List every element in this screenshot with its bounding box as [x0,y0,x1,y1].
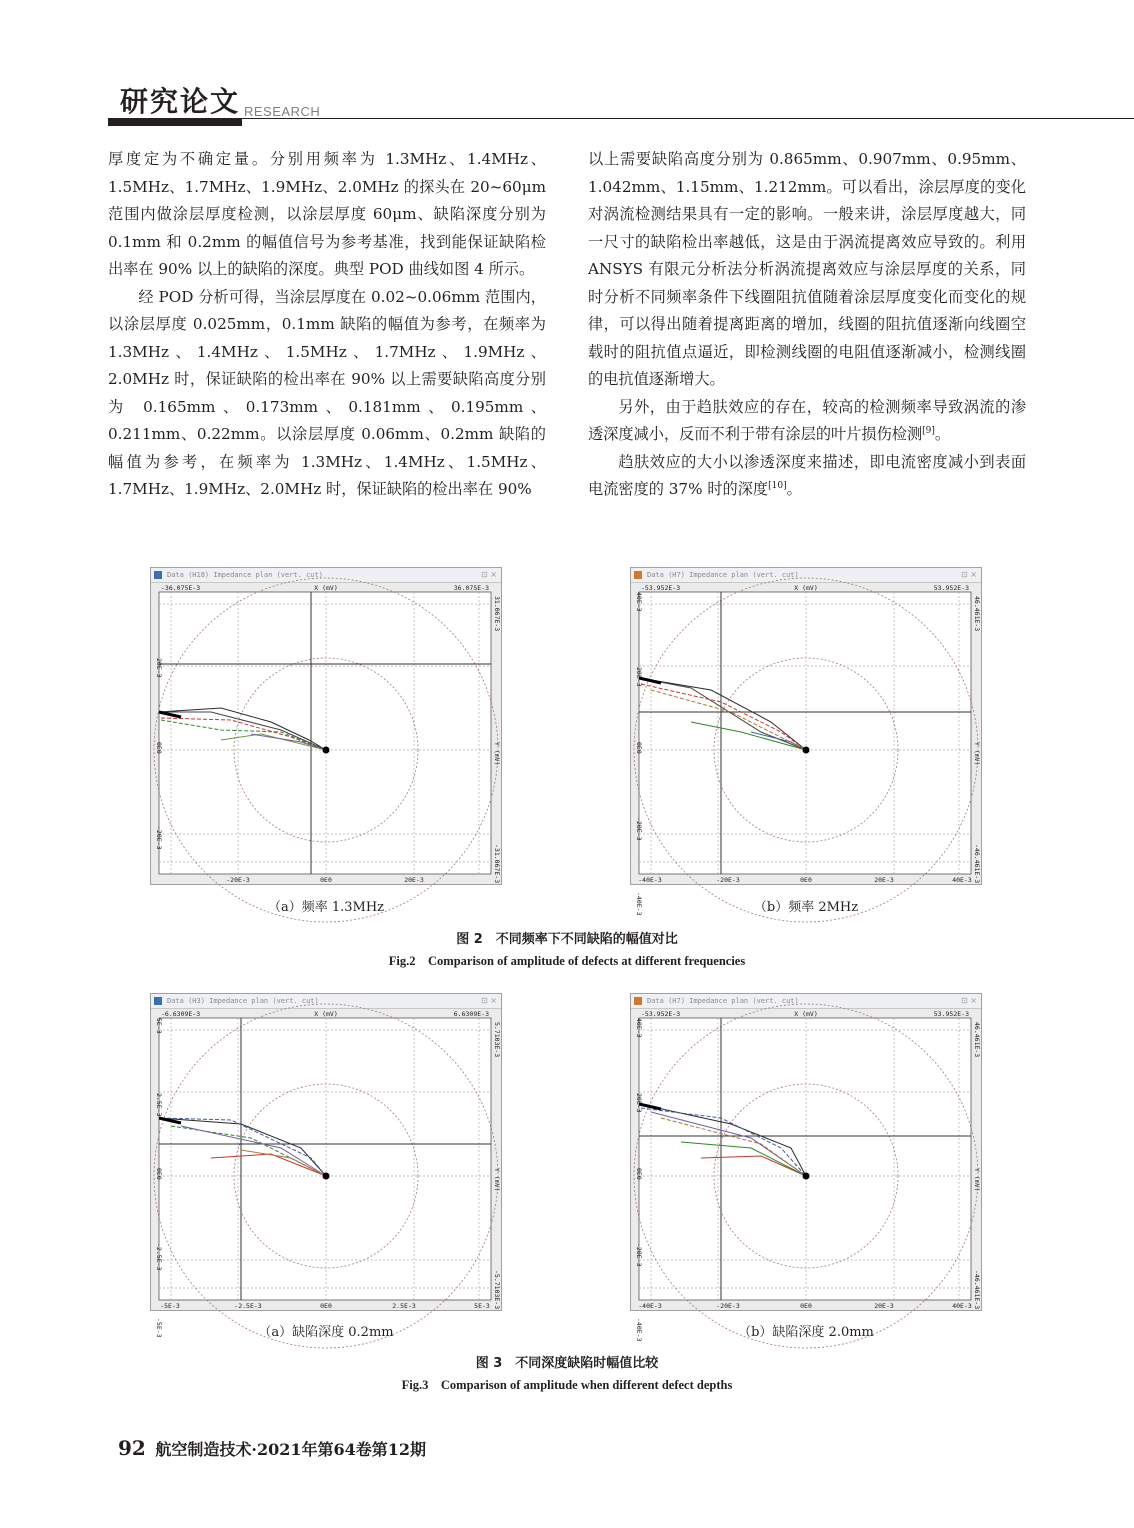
y-range-max: 46.461E-3 [973,1022,981,1058]
figure-title-en: Fig.2 Comparison of amplitude of defects at different frequencies [388,954,746,968]
y-tick-label: 20E-3 [635,1093,643,1113]
x-tick-label: 40E-3 [952,876,972,884]
x-axis-label: X (mV) [314,1010,338,1018]
paragraph-end: 。 [934,425,951,443]
x-tick-label: 40E-3 [952,1302,972,1310]
y-range-min: -46.461E-3 [973,844,981,884]
plot-window-titlebar[interactable] [631,568,981,583]
origin-marker [803,747,810,754]
plot-area [639,1018,971,1300]
y-axis-label: Y (mV) [493,742,501,766]
impedance-plot [150,567,502,885]
x-axis-label: X (mV) [794,584,818,592]
y-tick-label: 40E-3 [635,1018,643,1038]
y-tick-label: 2.5E-3 [155,1093,163,1117]
figure-title-en: Fig.3 Comparison of amplitude when different defect depths [401,1378,733,1392]
y-range-min: -46.461E-3 [973,1270,981,1310]
paragraph [588,449,1026,504]
y-tick-label: 0E0 [155,742,163,754]
x-tick-label: -20E-3 [716,1302,740,1310]
y-range-max: 31.067E-3 [493,596,501,632]
y-tick-label: 40E-3 [635,592,643,612]
y-tick-label: -5E-3 [155,1318,163,1338]
x-range-max: 53.952E-3 [933,1010,969,1018]
y-tick-label: 0E0 [635,1168,643,1180]
x-tick-label: 2.5E-3 [392,1302,416,1310]
page-footer [118,1436,426,1460]
x-range-max: 6.6309E-3 [453,1010,489,1018]
y-tick-label: 5E-3 [155,1018,163,1034]
subfigure-caption: （a）频率 1.3MHz [267,900,385,915]
impedance-plane-chart [151,582,501,884]
paragraph: 以上需要缺陷高度分别为 0.865mm、0.907mm、0.95mm、1.042mm、1.15mm、1.212mm。可以看出，涂层厚度的变化对涡流检测结果具有一定的影响。一般来讲，涂层厚度越大，同一尺寸的缺陷检出率越低，这是由于涡流提离效应导致的。利用 ANSYS 有限元分析法分析涡流提离效应与涂层厚度的关系，同时分析不同频率条件下线圈阻抗值随着涂层厚度变化而变化的规律，可以得出随着提离距离的增加，线圈的阻抗值逐渐向线圈空载时的阻抗值点逼近，即检测线圈的电阻值逐渐减小，检测线圈的电抗值逐渐增大。 [588,150,1026,388]
section-en: RESEARCH [244,104,321,119]
close-icon[interactable]: ⊡ × [481,996,497,1005]
paragraph-end: 。 [786,480,802,498]
y-range-max: 46.461E-3 [973,596,981,632]
x-tick-label: 20E-3 [404,876,424,884]
reference-link[interactable]: [10] [768,480,787,491]
plot-window-titlebar[interactable] [151,994,501,1009]
y-tick-label: -40E-3 [635,892,643,916]
y-tick-label: 20E-3 [155,658,163,678]
plot-area [159,1018,491,1300]
y-tick-label: -2.5E-3 [155,1243,163,1271]
journal-info: 航空制造技术·2021年第64卷第12期 [155,1440,427,1459]
paragraph: 厚度定为不确定量。分别用频率为 1.3MHz、1.4MHz、1.5MHz、1.7MHz、1.9MHz、2.0MHz 的探头在 20~60μm 范围内做涂层厚度检测，以涂层厚度 60μm、缺陷深度分别为 0.1mm 和 0.2mm 的幅值信号为参考基准，找到能保证缺陷检出率在 90% 以上的缺陷的深度。典型 POD 曲线如图 4 所示。 [108,150,546,278]
x-range-max: 53.952E-3 [933,584,969,592]
subfigure-caption: （b）缺陷深度 2.0mm [738,1325,874,1340]
header-rule [242,118,1134,119]
x-tick-label: -20E-3 [226,876,250,884]
origin-marker [323,747,330,754]
x-axis-label: X (mV) [314,584,338,592]
close-icon[interactable]: ⊡ × [961,570,977,579]
origin-marker [323,1173,330,1180]
paragraph [588,394,1026,449]
plot-window-title: Data (H7) Impedance plan (vert. cut) [647,997,799,1005]
plot-window-title: Data (H18) Impedance plan (vert. cut) [167,571,323,579]
x-tick-label: 0E0 [800,1302,812,1310]
x-tick-label: -40E-3 [638,1302,662,1310]
x-tick-label: 20E-3 [874,876,894,884]
plot-area [159,592,491,874]
y-tick-label: 0E0 [635,742,643,754]
plot-window-titlebar[interactable] [631,994,981,1009]
x-tick-label: -5E-3 [160,1302,180,1310]
y-tick-label: -20E-3 [635,1243,643,1267]
y-range-max: 5.7103E-3 [493,1022,501,1058]
x-tick-label: 5E-3 [474,1302,490,1310]
plot-area [639,592,971,874]
y-axis-label: Y (mV) [973,1168,981,1192]
y-tick-label: -20E-3 [155,826,163,850]
x-axis-label: X (mV) [794,1010,818,1018]
plot-window-title: Data (H3) Impedance plan (vert. cut) [167,997,319,1005]
subfigure-caption: （a）缺陷深度 0.2mm [258,1325,394,1340]
section-title: 研究论文 [120,85,241,118]
y-axis-label: Y (mV) [973,742,981,766]
paragraph: 经 POD 分析可得，当涂层厚度在 0.02~0.06mm 范围内，以涂层厚度 0.025mm，0.1mm 缺陷的幅值为参考，在频率为 1.3MHz、1.4MHz、1.5MHz、1.7MHz、1.9MHz、2.0MHz 时，保证缺陷的检出率在 90% 以上需要缺陷高度分别为 0.165mm、0.173mm、0.181mm、0.195mm、0.211mm、0.22mm。以涂层厚度 0.06mm、0.2mm 缺陷的幅值为参考，在频率为 1.3MHz、1.4MHz、1.5MHz、1.7MHz、1.9MHz、2.0MHz 时，保证缺陷的检出率在 90% [108,287,546,498]
x-tick-label: 0E0 [320,1302,332,1310]
x-range-min: -36.075E-3 [161,584,201,592]
figure-title-cn: 图 3 不同深度缺陷时幅值比较 [475,1356,659,1371]
figure-title-cn: 图 2 不同频率下不同缺陷的幅值对比 [456,932,678,947]
y-tick-label: 20E-3 [635,667,643,687]
x-tick-label: -20E-3 [716,876,740,884]
y-axis-label: Y (mV) [493,1168,501,1192]
window-app-icon [634,571,642,579]
x-tick-label: 0E0 [320,876,332,884]
close-icon[interactable]: ⊡ × [481,570,497,579]
window-app-icon [634,997,642,1005]
plot-window-titlebar[interactable] [151,568,501,583]
right-column [588,146,1026,504]
x-tick-label: 20E-3 [874,1302,894,1310]
y-range-min: -5.7103E-3 [493,1270,501,1310]
x-tick-label: -2.5E-3 [234,1302,262,1310]
paragraph-text: 趋肤效应的大小以渗透深度来描述，即电流密度减小到表面电流密度的 37% 时的深度 [588,452,1026,498]
page-number: 92 [118,1436,146,1460]
y-tick-label: -20E-3 [635,817,643,841]
subfigure-caption: （b）频率 2MHz [753,900,859,915]
window-app-icon [154,997,162,1005]
x-range-min: -53.952E-3 [641,584,681,592]
plot-window-title: Data (H7) Impedance plan (vert. cut) [647,571,799,579]
x-range-min: -53.952E-3 [641,1010,681,1018]
reference-link[interactable]: [9] [922,425,935,436]
window-app-icon [154,571,162,579]
x-tick-label: 0E0 [800,876,812,884]
y-range-min: -31.067E-3 [493,844,501,884]
origin-marker [803,1173,810,1180]
y-tick-label: 0E0 [155,1168,163,1180]
paragraph-text: 另外，由于趋肤效应的存在，较高的检测频率导致涡流的渗透深度减小，反而不利于带有涂层的叶片损伤检测 [588,397,1026,443]
header-bar [108,118,242,126]
close-icon[interactable]: ⊡ × [961,996,977,1005]
x-range-max: 36.075E-3 [453,584,489,592]
x-range-min: -6.6309E-3 [161,1010,201,1018]
left-column [108,146,546,504]
x-tick-label: -40E-3 [638,876,662,884]
y-tick-label: -40E-3 [635,1318,643,1342]
